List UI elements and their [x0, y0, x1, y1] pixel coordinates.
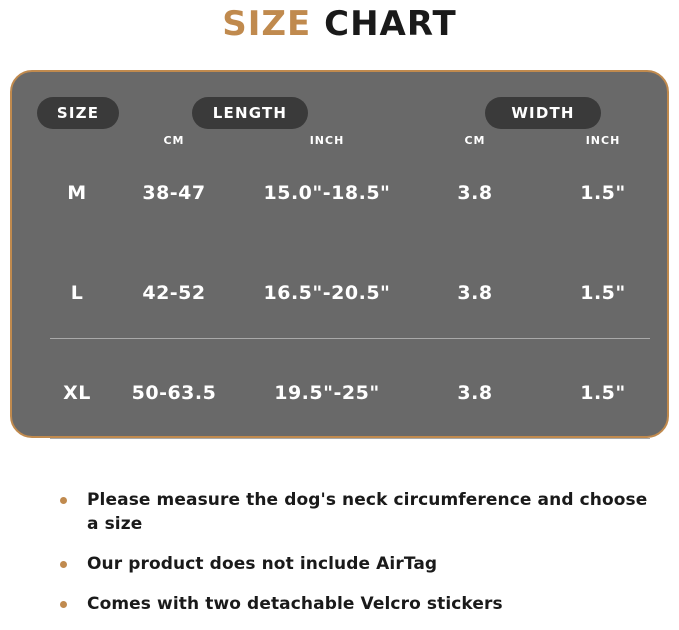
list-item [60, 592, 660, 616]
cell-length-cm: 42-52 [142, 282, 206, 304]
note-text: Comes with two detachable Velcro stickers [87, 594, 503, 614]
size-chart-table [10, 70, 669, 438]
cell-width-inch: 1.5" [580, 382, 626, 404]
bullet-icon [60, 561, 67, 568]
subheader-length-cm: CM [163, 134, 185, 147]
table-header-row [12, 72, 667, 134]
cell-width-inch: 1.5" [580, 182, 626, 204]
cell-width-cm: 3.8 [457, 182, 493, 204]
note-text: Our product does not include AirTag [87, 554, 438, 574]
bullet-icon [60, 601, 67, 608]
column-header-length: LENGTH [192, 97, 308, 129]
cell-width-cm: 3.8 [457, 282, 493, 304]
cell-length-cm: 38-47 [142, 182, 206, 204]
cell-length-inch: 16.5"-20.5" [263, 282, 391, 304]
note-text: Please measure the dog's neck circumference and choose a size [87, 490, 648, 534]
subheader-length-inch: INCH [309, 134, 345, 147]
cell-size: M [67, 182, 87, 204]
list-item [60, 488, 660, 536]
cell-length-inch: 15.0"-18.5" [263, 182, 391, 204]
cell-size: XL [63, 382, 91, 404]
cell-length-cm: 50-63.5 [131, 382, 217, 404]
column-header-width: WIDTH [485, 97, 601, 129]
page-title-word-size: SIZE [222, 4, 312, 44]
subheader-width-cm: CM [464, 134, 486, 147]
cell-size: L [70, 282, 84, 304]
table-body [12, 160, 667, 460]
table-row [12, 360, 667, 460]
page-title [0, 0, 679, 46]
table-row [12, 160, 667, 260]
table-row [12, 260, 667, 360]
column-header-size: SIZE [37, 97, 119, 129]
notes-list [60, 488, 660, 630]
subheader-width-inch: INCH [585, 134, 621, 147]
bullet-icon [60, 497, 67, 504]
cell-length-inch: 19.5"-25" [274, 382, 380, 404]
table-subheader-row [12, 134, 667, 160]
cell-width-cm: 3.8 [457, 382, 493, 404]
page-title-word-chart: CHART [324, 4, 457, 44]
list-item [60, 552, 660, 576]
cell-width-inch: 1.5" [580, 282, 626, 304]
